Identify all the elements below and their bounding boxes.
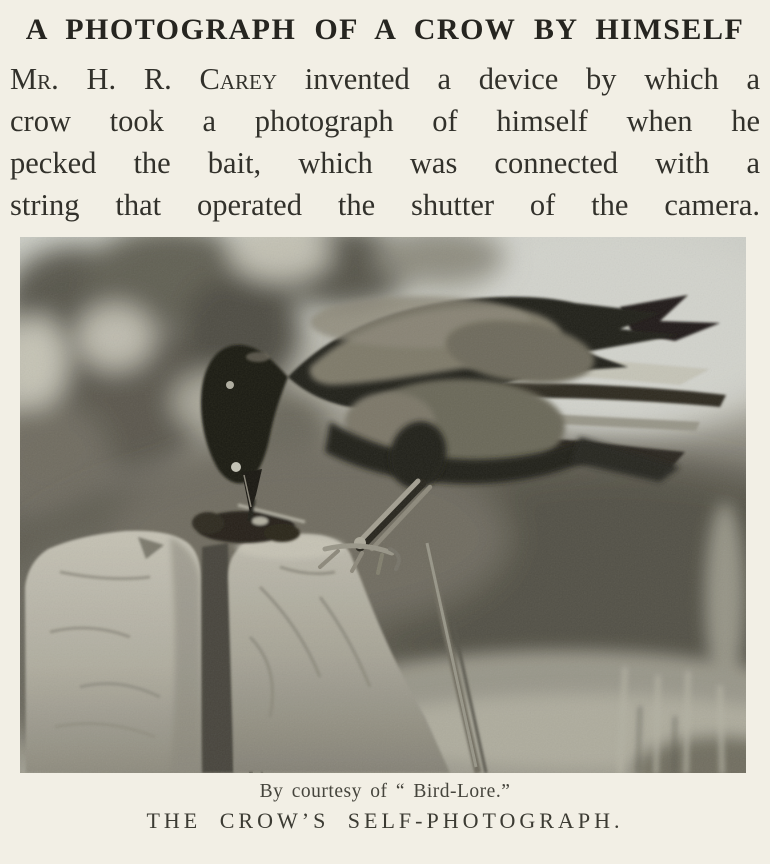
crow-photograph (20, 237, 746, 773)
film-grain (20, 237, 746, 773)
body-line-1 (10, 58, 760, 100)
photo-credit: By courtesy of “ Bird-Lore.” (259, 781, 511, 802)
author-name: Mr. H. R. Carey (10, 62, 278, 96)
body-paragraph (0, 58, 770, 226)
page-title: A PHOTOGRAPH OF A CROW BY HIMSELF (25, 13, 745, 46)
body-line-4: string that operated the shutter of the camera. (10, 188, 760, 222)
scanned-page (0, 13, 770, 864)
body-line-2: crow took a photograph of himself when he (10, 104, 760, 138)
photo-caption: THE CROW’S SELF-PHOTOGRAPH. (146, 808, 624, 833)
body-line-1-rest: invented a device by which a (277, 62, 760, 96)
crow-photo-illustration (20, 237, 746, 773)
body-line-3: pecked the bait, which was connected with a (10, 146, 760, 180)
